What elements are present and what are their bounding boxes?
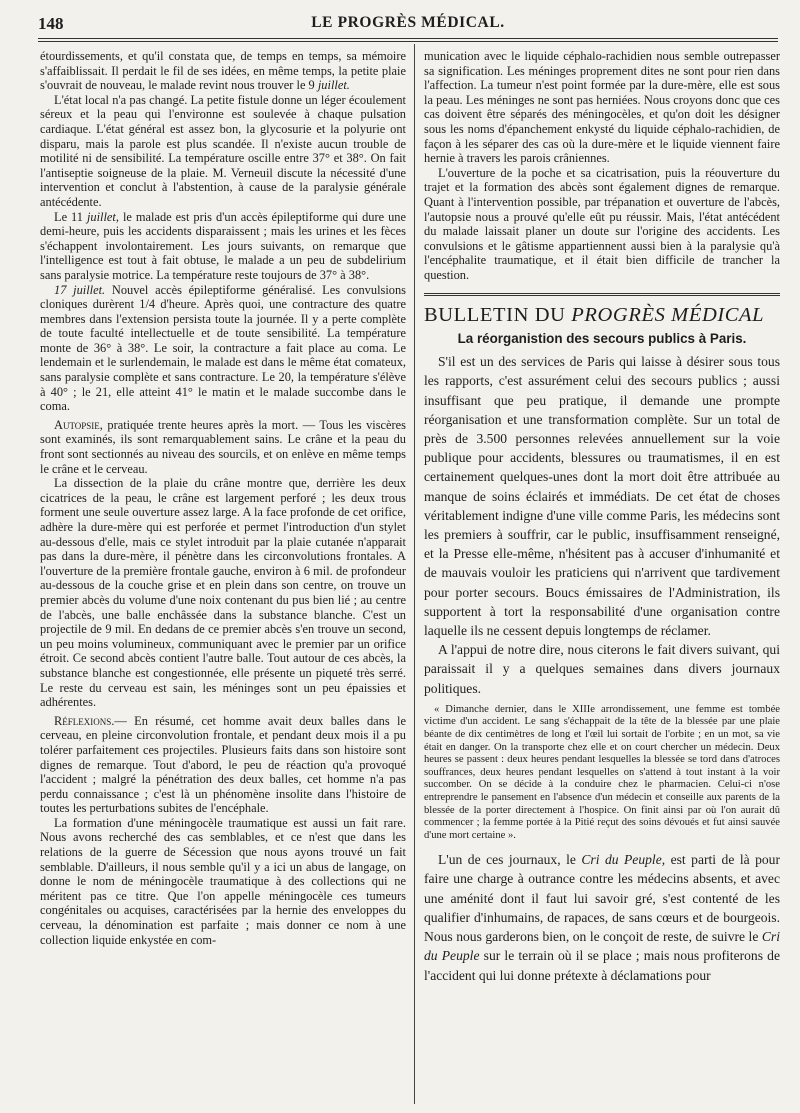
column-divider <box>414 44 415 1104</box>
paragraph: L'état local n'a pas changé. La petite fistule donne un léger écoulement séreux et la peau qui l'environne est soulevée à chaque pulsation cardiaque. L'état général est assez bon, la glycosurie et la polyurie ont disparu, mais la parole est plus scandée. Il n'existe aucun trouble de motilité ni de sensibilité. La température oscille entre 37° et 38°. On fait l'antiseptie soigneuse de la plaie. M. Verneuil discute la nécessité d'une intervention et conclut à l'abstention, à cause de la paralysie générale antécédente. <box>40 92 406 209</box>
paragraph: étourdissements, et qu'il constata que, de temps en temps, sa mémoire s'affaiblissait. Il perdait le fil de ses idées, en même temps, la petite plaie s'ouvrait de nouveau, le malade revint nous trouver le 9 juillet. <box>40 49 406 93</box>
paragraph: L'ouverture de la poche et sa cicatrisation, puis la réouverture du trajet et la formation des abcès sont également dignes de remarque. Quant à l'intervention possible, par trépanation et ouverture de l'abcès, l'autopsie nous a prouvé qu'elle eût pu réussir. Mais, l'état antécédent du malade laissait planer un doute sur l'origine des accidents. Les convulsions et le gâtisme appartiennent aussi bien à la paralysie qu'à l'encéphalite traumatique, et il était bien difficile de trancher la question. <box>424 165 780 282</box>
paragraph: A l'appui de notre dire, nous citerons le fait divers suivant, qui paraissait il y a quelques semaines dans divers journaux politiques. <box>424 642 780 696</box>
bulletin-heading: BULLETIN DU PROGRÈS MÉDICAL <box>424 303 765 326</box>
autopsy-paragraph: Autopsie, pratiquée trente heures après la mort. — Tous les viscères sont examinés, ils sont remarquablement sains. Le crâne et la peau du front sont sectionnés au niveau des sourcils, et on enlève en même temps le crâne et le cerveau. <box>40 417 406 476</box>
paragraph: La formation d'une méningocèle traumatique est aussi un fait rare. Nous avons recherché des cas semblables, et ce n'est que dans les relations de la guerre de Sécession que nous ayons trouvé un fait semblable. D'ailleurs, il nous semble qu'il y a ici un abus de langage, on donne le nom de méningocèle traumatique à des collections qui ne méritent pas ce titre. Que l'on appelle méningocèle ces tumeurs congénitales ou acquises, caractérisées par la hernie des enveloppes du cerveau, la dénomination est parfaite ; mais donner ce nom à une collection liquide enkystée en com- <box>40 815 406 947</box>
page-number: 148 <box>38 14 64 33</box>
paragraph: La dissection de la plaie du crâne montre que, derrière les deux cicatrices de la peau, le crâne est largement perforé ; les deux trous forment une seule ouverture assez large. A la face profonde de cet orifice, adhère la dure-mère qui est perforée et permet l'introduction d'un stylet au-dessous d'elle, mais ce stylet introduit par la plaie cutanée n'apparait pas dans la dure-mère, il pénètre dans les circonvolutions frontales. A l'ouverture de la première frontale gauche, environ à 6 mil. de profondeur au-dessous de la couche grise et en plein dans son centre, on trouve un premier abcès du volume d'une noix contenant du pus bien lié ; au centre de l'abcès, une balle enchâssée dans la substance blanche. C'est un projectile de 9 mil. En dedans de ce premier abcès s'en trouve un second, un peu moins volumineux, communiquant avec le premier par un orifice étroit. Ce second abcès contient l'autre balle. Tout autour de ces abcès, la substance blanche est congestionnée, elle présente un piqueté très serré. Le reste du cerveau est sain, les méninges sont un peu épaissies et adhérentes. <box>40 476 406 710</box>
running-title: LE PROGRÈS MÉDICAL. <box>311 14 505 31</box>
section-title: La réorganistion des secours publics à Paris. <box>457 330 747 346</box>
paragraph: munication avec le liquide céphalo-rachidien nous semble outrepasser sa signification. Les méninges proprement dites ne sont pour rien dans l'affection. La tumeur n'est point formée par la dure-mère, elle est sous la peau. Les méninges ne sont pas herniées. Nous croyons donc que ces cas doivent être séparés des méningocèles, et qu'on doit les désigner sous les noms d'épanchement enkysté du liquide céphalo-rachidien, de façon à les séparer des cas où la dure-mère et le liquide viennent faire hernie à travers les parois crâniennes. <box>424 49 780 166</box>
left-column <box>40 49 406 947</box>
section-rule <box>424 293 780 296</box>
reflections-paragraph: Réflexions.— En résumé, cet homme avait deux balles dans le cerveau, en pleine circonvolution frontale, et pendant deux mois il a pu tolérer parfaitement ces projectiles. Plusieurs faits dans son histoire sont dignes de remarque. Tout d'abord, le peu de réaction qu'a provoqué l'accident ; malgré la pénétration des deux balles, cet homme n'a pas perdu connaissance ; c'est là un phénomène insolite dans l'histoire de toutes les perturbations subites de l'encéphale. <box>40 713 406 816</box>
paragraph: 17 juillet. Nouvel accès épileptiforme généralisé. Les convulsions cloniques durèrent 1/4 d'heure. Après quoi, une contracture des quatre membres dans l'extension persista toute la journée. Il y a perte complète de toute faculté intellectuelle et de toute sensibilité. La température monte de 36° à 38°. Le soir, la contracture a fait place au coma. Le lendemain et le surlendemain, le malade est dans le même état comateux, sans paralysie complète et sans contracture. Le 20, la température s'élève à 40° ; le 21, elle atteint 41° le matin et le malade succombe dans le coma. <box>40 282 406 414</box>
header-rule-second <box>38 41 778 42</box>
quoted-news-item: « Dimanche dernier, dans le XIIIe arrondissement, une femme est tombée victime d'un accident. Le sang s'échappait de la tête de la blessée par une plaie béante de dix centimètres de long et l'œil lui sortait de l'orbite ; en un mot, sa vie était en danger. On la transporte chez elle et on court chercher un médecin. Deux heures se passent : deux heures pendant lesquelles la blessée se tord dans d'atroces souffrances, deux heures pendant lesquelles on s'attend à tout instant à la voir succomber. On se décide à la conduire chez le pharmacien. Celui-ci n'ose entreprendre le pansement en l'absence d'un médecin et conseille aux parents de la blessée de la porter directement à l'hospice. On finit ainsi par où l'on aurait dû commencer ; la femme portée à la Pitié reçut des soins dévoués et fut ainsi sauvée d'une mort certaine ». <box>424 703 780 841</box>
bulletin-body <box>424 352 780 698</box>
paragraph: S'il est un des services de Paris qui laisse à désirer sous tous les rapports, c'est assurément celui des secours publics ; aussi insuffisant que peu pratique, il demande une prompte réorganisation et une transformation complète. Sur un total de près de 3.500 personnes relevées annuellement sur la voie publique pour accidents, blessures ou traumatismes, il en est certainement quelques-unes dont la mort doit être attribuée au manque de soins éclairés et immédiats. De cet état de choses véritablement indigne d'une ville comme Paris, les médecins sont les premiers à souffrir, car le public, insuffisamment renseigné, et la Presse elle-même, n'hésitent pas à accuser d'inhumanité et de mauvais vouloir les praticiens qui n'arrivent que tardivement pour porter secours. Boucs émissaires de l'Administration, ils supportent à tort la responsabilité d'une organisation contre laquelle ils ne cessent depuis longtemps de réclamer. <box>424 354 780 638</box>
page-header <box>38 14 778 36</box>
paragraph: L'un de ces journaux, le Cri du Peuple, est parti de là pour faire une charge à outrance contre les médecins absents, et avec une aménité dont il faut lui savoir gré, s'est contenté de les qualifier d'inhumains, de rapaces, de sans cœurs et de bourgeois. Nous nous garderons bien, on le conçoit de reste, de suivre le Cri du Peuple sur le terrain où il se place ; mais nous profiterons de l'accident qui lui donne prétexte à déclamations pour <box>424 852 781 983</box>
bulletin-body-continued <box>424 850 780 984</box>
header-rule <box>38 38 778 39</box>
right-column <box>424 49 780 985</box>
paragraph: Le 11 juillet, le malade est pris d'un accès épileptiforme qui dure une demi-heure, puis les accidents disparaissent ; mais les urines et les fèces s'échappent involontairement. Les jours suivants, on remarque que l'intelligence est tout à fait obtuse, le malade a un peu de subdelirium sans paralysie motrice. La température reste toujours de 37° à 38°. <box>40 209 406 282</box>
